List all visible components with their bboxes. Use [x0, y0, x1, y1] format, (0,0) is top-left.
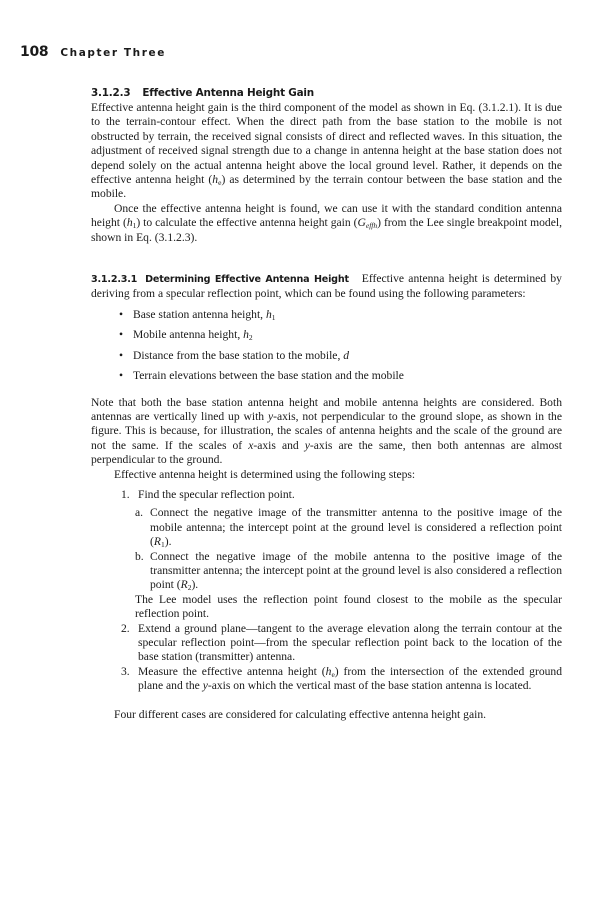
paragraph-closing: Four different cases are considered for calculating effective antenna height gain. — [114, 707, 487, 721]
section-title: Effective Antenna Height Gain — [142, 87, 314, 99]
steps-list — [91, 488, 562, 694]
running-header — [20, 44, 166, 64]
list-item: • Distance from the base station to the mobile, d — [119, 349, 562, 363]
paragraph-standard-condition: Once the effective antenna height is found, we can use it with the standard condition antenna height $(h_1)$ to calculate the effective antenna height gain $(G_{effh})$ from the Lee single breakpoint model, shown in Eq. (3.1.2.3). — [91, 201, 562, 244]
subsection-heading: 3.1.2.3.1 Determining Effective Antenna Height — [91, 274, 349, 286]
step-2: 2. Extend a ground plane—tangent to the average elevation along the terrain contour at the specular reflection point—from the specular reflection point back to the location of the base station (transmitter) antenna. — [121, 621, 562, 664]
paragraph-effective-gain: Effective antenna height gain is the third component of the model as shown in Eq. (3.1.2.1). It is due to the terrain-contour effect. When the direct path from the base station to the mobile is not obstructed by terrain, the received signal consists of direct and reflected waves. In this situation, the adjustment of received signal strength due to a change in antenna height at the base station does not depend solely on the actual antenna height above the local ground level. Rather, it depends on the effective antenna height $(h_e)$ as determined by the terrain contour between the base station and the mobile. — [91, 101, 562, 201]
list-item: • Terrain elevations between the base station and the mobile — [119, 369, 562, 383]
step-1-note: The Lee model uses the reflection point found closest to the mobile as the specular reflection point. — [135, 592, 562, 621]
paragraph-determining: 3.1.2.3.1 Determining Effective Antenna Height Effective antenna height is determined by deriving from a specular reflection point, which can be found using the following parameters: — [91, 272, 562, 301]
chapter-title: Chapter Three — [60, 47, 166, 59]
section-heading — [91, 86, 562, 100]
step-1a: a. Connect the negative image of the transmitter antenna to the positive image of the mobile antenna; the intercept point at the ground level is considered a reflection point $(R_1)$. — [135, 506, 562, 550]
page-body — [91, 86, 562, 722]
paragraph-note: Note that both the base station antenna height and mobile antenna heights are considered. Both antennas are vertically lined up with y-axis, not perpendicular to the ground slope, as shown in the figure. This is because, for illustration, the scales of antenna heights and the scale of the ground are not the same. If the scales of x-axis and y-axis are the same, then both antennas are almost perpendicular to the ground. — [91, 395, 562, 467]
step-1: 1. Find the specular reflection point. — [121, 487, 295, 501]
page-number: 108 — [20, 44, 49, 60]
step-3: 3. Measure the effective antenna height $(h_e)$ from the intersection of the extended ground plane and the y-axis on which the vertical mast of the base station antenna is located. — [121, 664, 563, 693]
step-1b: b. Connect the negative image of the mobile antenna to the positive image of the transmitter antenna; the intercept point at the ground level is also considered a reflection point $(R_2)$. — [135, 549, 562, 593]
list-item: • Mobile antenna height, $h_2$ — [119, 328, 562, 342]
list-item: • Base station antenna height, $h_1$ — [119, 308, 562, 322]
parameter-list — [91, 308, 562, 384]
section-number: 3.1.2.3 — [91, 87, 131, 99]
paragraph-steps-intro: Effective antenna height is determined using the following steps: — [114, 467, 416, 481]
